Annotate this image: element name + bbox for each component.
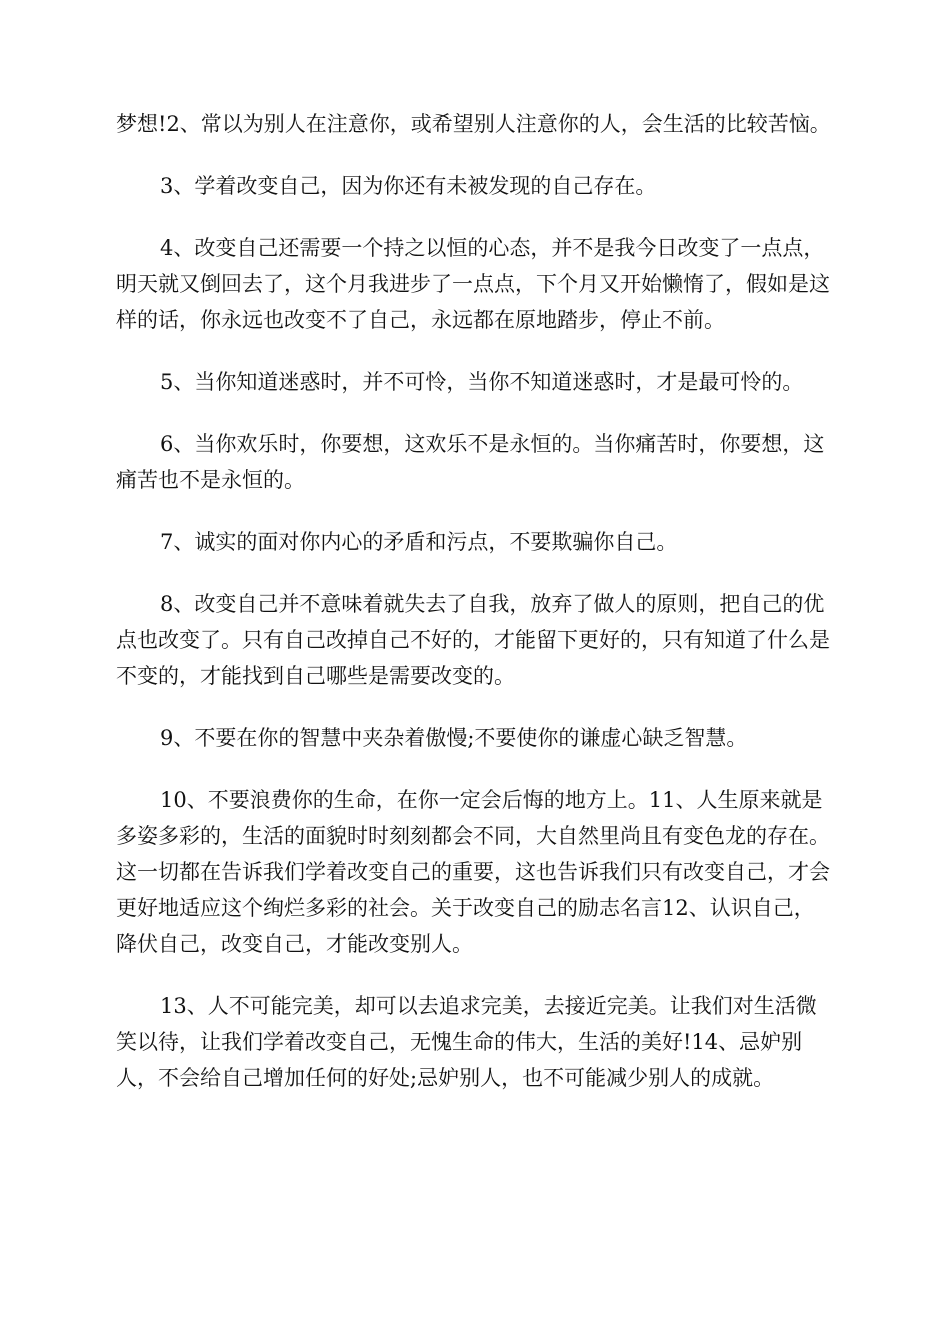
- paragraph-7: 8、改变自己并不意味着就失去了自我，放弃了做人的原则，把自己的优点也改变了。只有自己改掉自己不好的，才能留下更好的，只有知道了什么是不变的，才能找到自己哪些是需要改变的。: [116, 592, 830, 688]
- paragraph-9: 10、不要浪费你的生命，在你一定会后悔的地方上。11、人生原来就是多姿多彩的，生活的面貌时时刻刻都会不同，大自然里尚且有变色龙的存在。这一切都在告诉我们学着改变自己的重要，这也告诉我们只有改变自己，才会更好地适应这个绚烂多彩的社会。关于改变自己的励志名言12、认识自己，降伏自己，改变自己，才能改变别人。: [116, 788, 830, 956]
- paragraph-6: 7、诚实的面对你内心的矛盾和污点，不要欺骗你自己。: [160, 530, 678, 554]
- paragraph-1: 梦想!2、常以为别人在注意你，或希望别人注意你的人，会生活的比较苦恼。: [116, 112, 831, 136]
- paragraph-3: 4、改变自己还需要一个持之以恒的心态，并不是我今日改变了一点点，明天就又倒回去了，这个月我进步了一点点，下个月又开始懒惰了，假如是这样的话，你永远也改变不了自己，永远都在原地踏步，停止不前。: [116, 236, 830, 332]
- paragraph-8: 9、不要在你的智慧中夹杂着傲慢;不要使你的谦虚心缺乏智慧。: [160, 726, 748, 750]
- paragraph-4: 5、当你知道迷惑时，并不可怜，当你不知道迷惑时，才是最可怜的。: [160, 370, 804, 394]
- paragraph-5: 6、当你欢乐时，你要想，这欢乐不是永恒的。当你痛苦时，你要想，这痛苦也不是永恒的。: [116, 432, 825, 492]
- paragraph-10: 13、人不可能完美，却可以去追求完美，去接近完美。让我们对生活微笑以待，让我们学着改变自己，无愧生命的伟大，生活的美好!14、忌妒别人，不会给自己增加任何的好处;忌妒别人，也不可能减少别人的成就。: [116, 994, 817, 1090]
- document-body: [116, 106, 834, 1122]
- paragraph-2: 3、学着改变自己，因为你还有未被发现的自己存在。: [160, 174, 657, 198]
